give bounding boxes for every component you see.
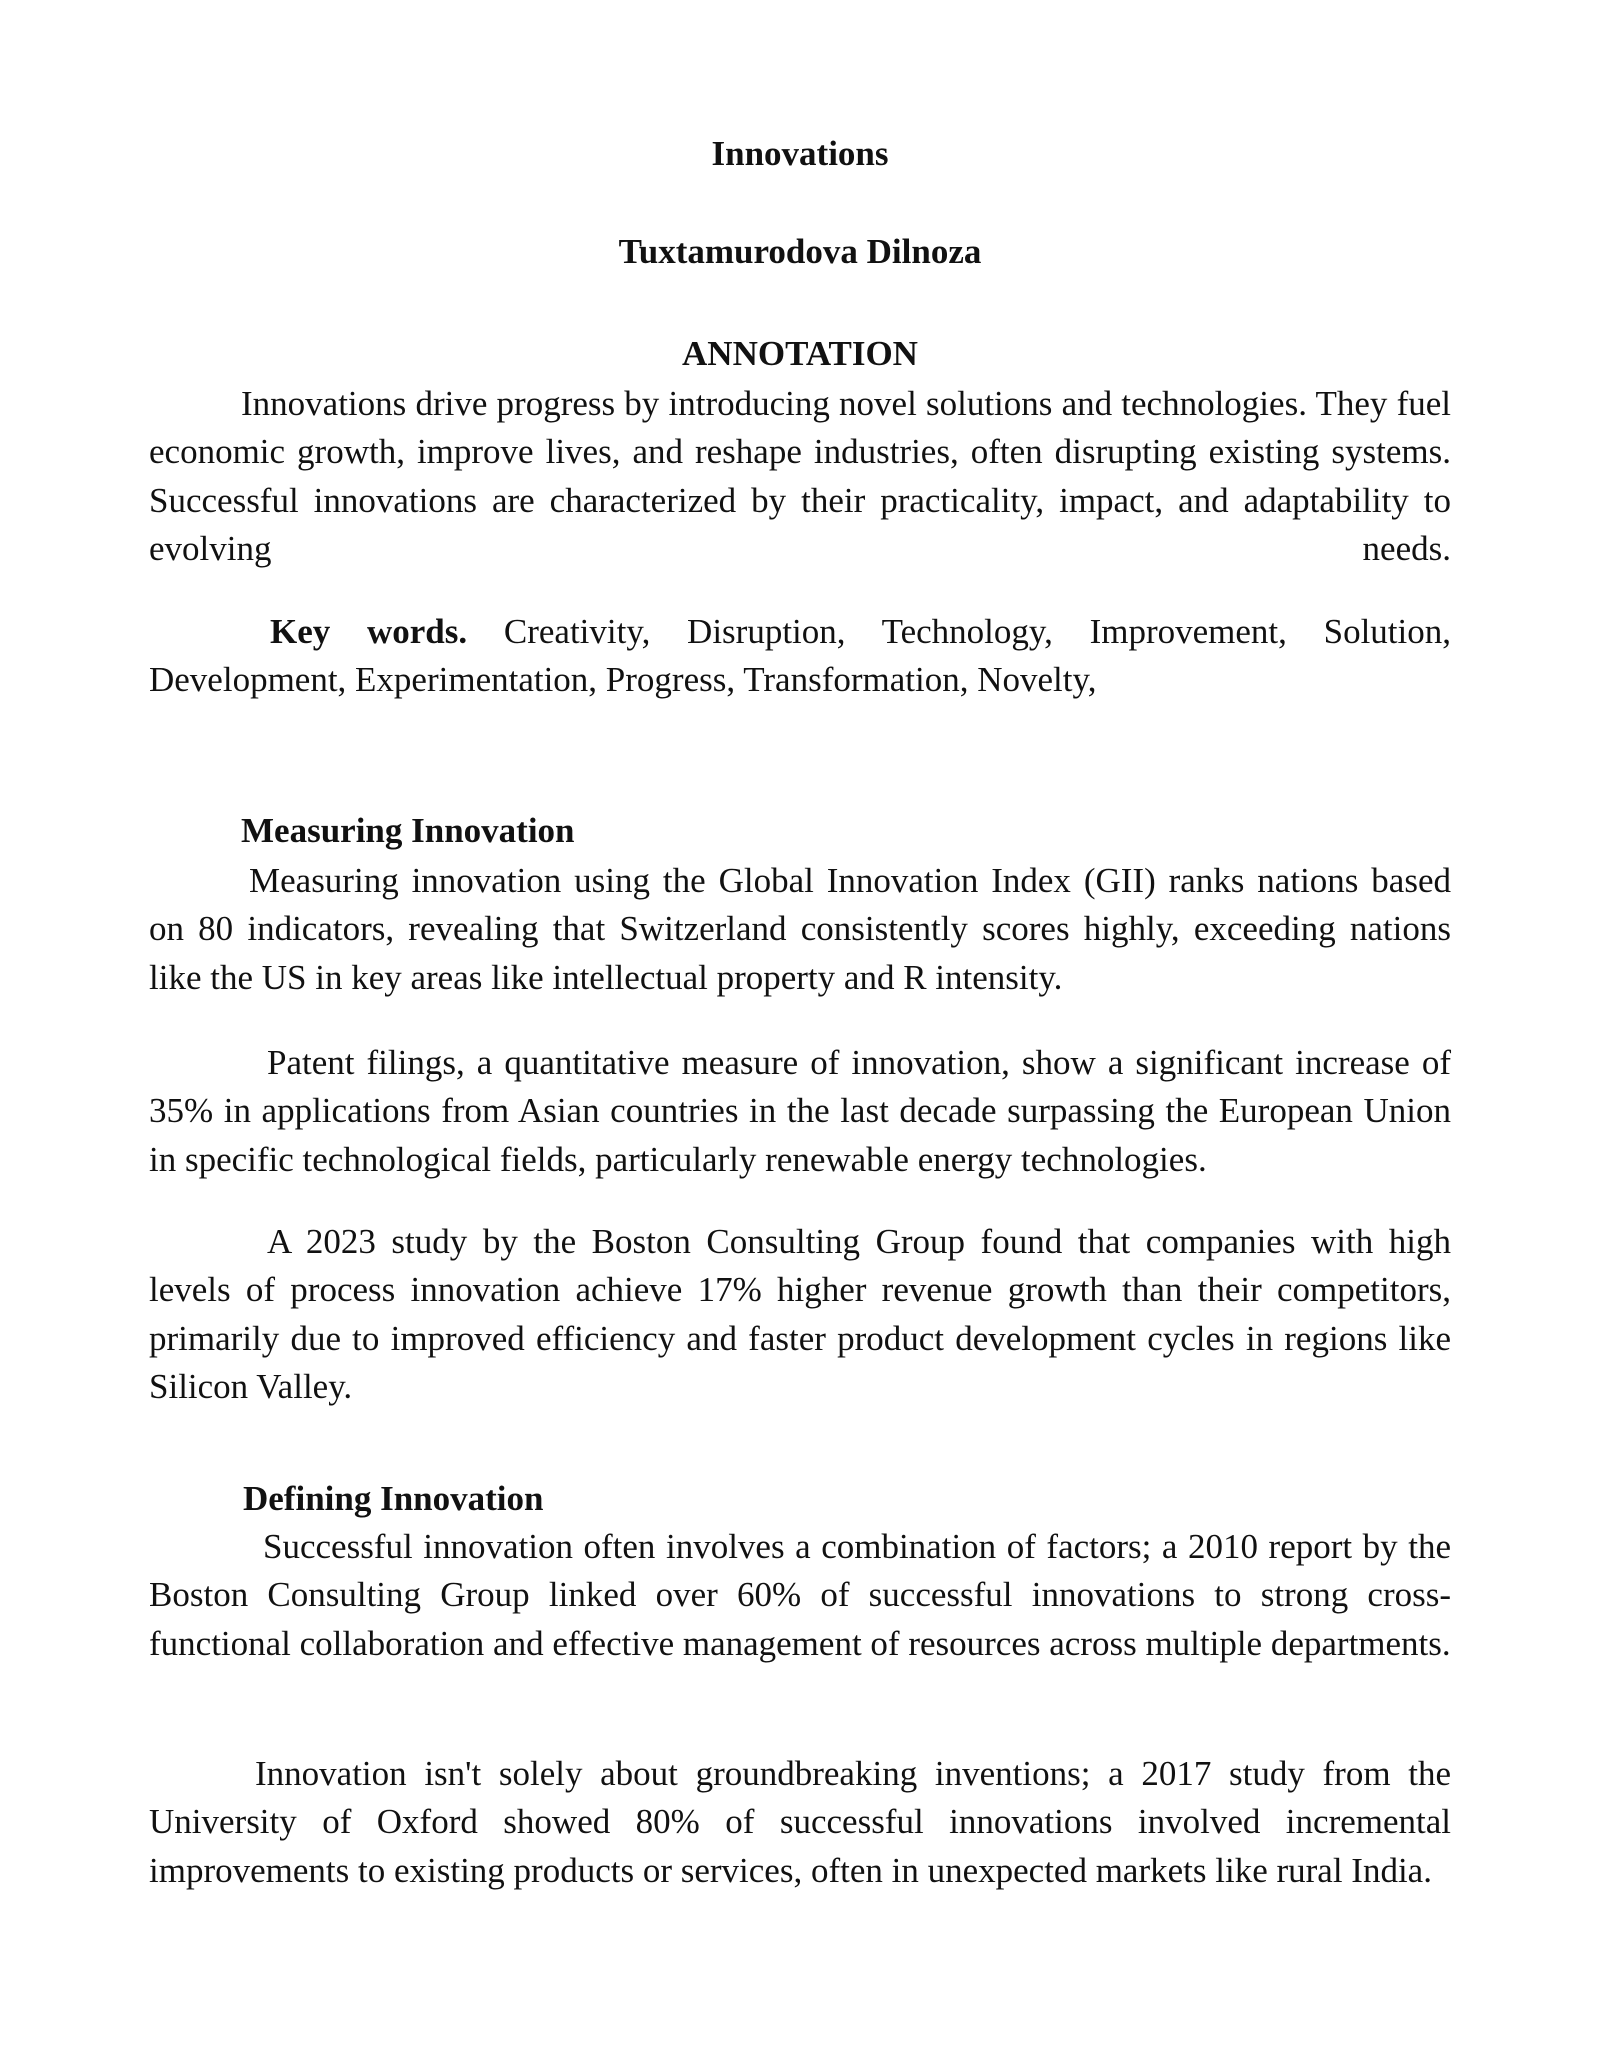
annotation-heading: ANNOTATION	[682, 334, 918, 373]
keywords-paragraph	[149, 608, 1451, 705]
keywords-label: Key words.	[270, 612, 468, 651]
measuring-paragraph-2: Patent filings, a quantitative measure of innovation, show a significant increase of 35% in applications from Asian countries in the last decade surpassing the European Union in specific technological fields, particularly renewable energy technologies.	[149, 1043, 1451, 1179]
keywords-list: Creativity, Disruption, Technology, Improvement, Solution, Development, Experimentation, Progress, Transformation, Novelty,	[149, 612, 1451, 700]
author-name: Tuxtamurodova Dilnoza	[618, 232, 982, 271]
defining-paragraph-2: Innovation isn't solely about groundbreaking inventions; a 2017 study from the University of Oxford showed 80% of successful innovations involved incremental improvements to existing products or services, often in unexpected markets like rural India.	[149, 1754, 1451, 1890]
annotation-text: Innovations drive progress by introducing novel solutions and technologies. They fuel economic growth, improve lives, and reshape industries, often disrupting existing systems. Successful innovations are characterized by their practicality, impact, and adaptability to evolving needs.	[149, 384, 1451, 569]
measuring-paragraph-1: Measuring innovation using the Global Innovation Index (GII) ranks nations based on 80 indicators, revealing that Switzerland consistently scores highly, exceeding nations like the US in key areas like intellectual property and R intensity.	[149, 861, 1451, 997]
section-heading-measuring-innovation: Measuring Innovation	[241, 811, 575, 850]
measuring-paragraph-3: A 2023 study by the Boston Consulting Group found that companies with high levels of process innovation achieve 17% higher revenue growth than their competitors, primarily due to improved efficiency and faster product development cycles in regions like Silicon Valley.	[149, 1222, 1451, 1407]
section-heading-defining-innovation: Defining Innovation	[243, 1479, 544, 1518]
defining-paragraph-1: Successful innovation often involves a combination of factors; a 2010 report by the Boston Consulting Group linked over 60% of successful innovations to strong cross-functional collaboration and effective management of resources across multiple departments.	[149, 1527, 1451, 1663]
document-title: Innovations	[711, 134, 889, 173]
